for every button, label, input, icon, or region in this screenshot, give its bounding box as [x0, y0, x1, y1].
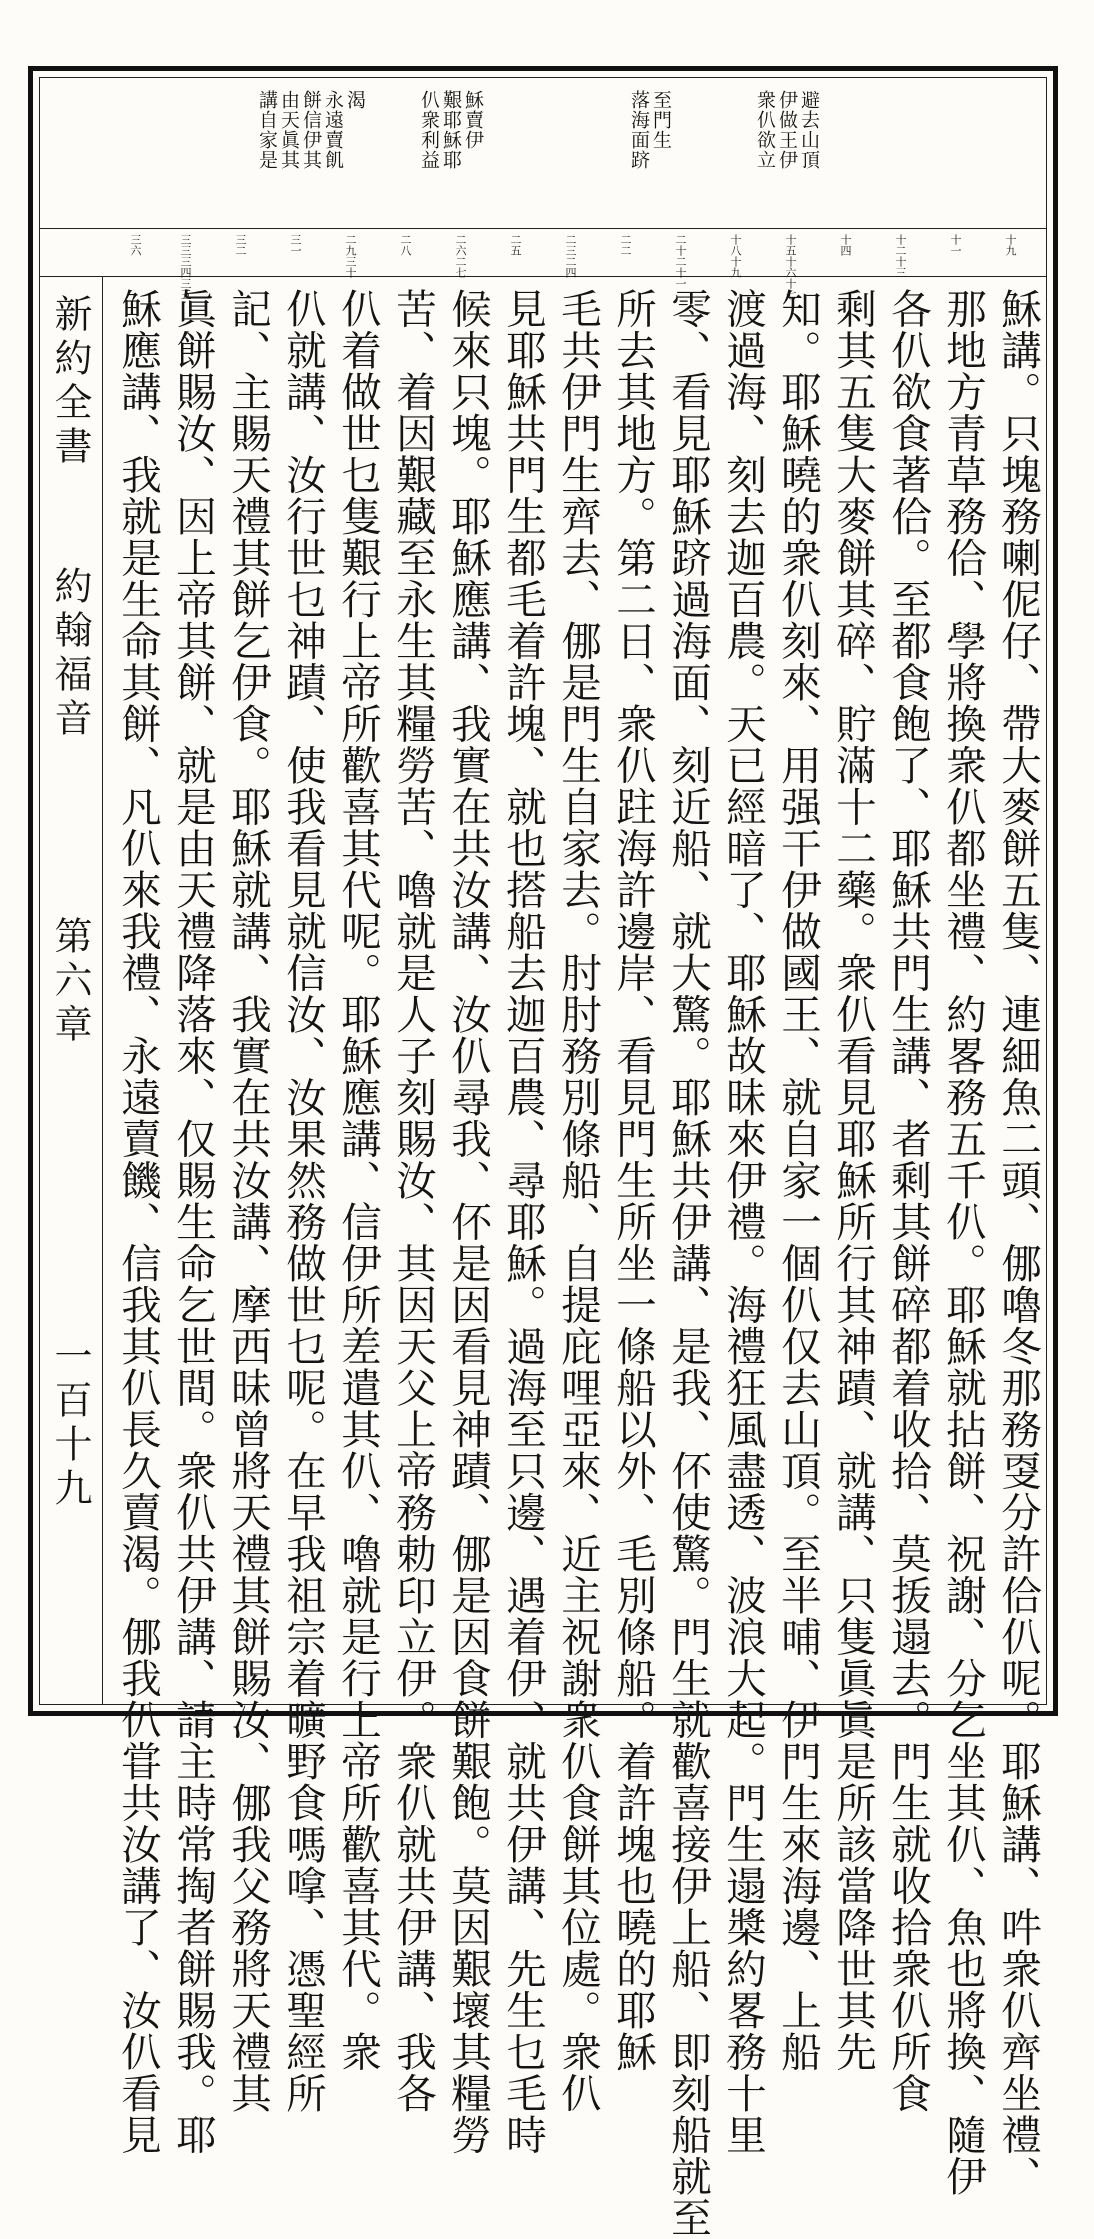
text-column: 記、主賜天禮其餅乞伊食。耶穌就講、我實在共汝講、摩西昧曾將天禮其餅賜汝、㑚我父務將天禮其 — [224, 288, 272, 2114]
gloss-6: 艱耶穌耶 — [440, 90, 462, 170]
verse-number: 三三三四三五 — [179, 234, 192, 300]
gloss-4: 至門生 — [650, 90, 672, 150]
text-column: 那地方青草務佮、學將換衆仈都坐禮、約畧務五千仈。耶穌就拈餅、祝謝、分乞坐其仈、魚也將換、隨伊 — [939, 288, 987, 2197]
text-column: 候來只塊。耶穌應講、我實在共汝講、汝仈尋我、伓是因看見神蹟、㑚是因食餅艱飽。莫因艱壞其糧勞 — [444, 288, 492, 2156]
text-column: 仈就講、汝行世乜神蹟、使我看見就信汝、汝果然務做世乜呢。在早我祖宗着曠野食嗎嗱、憑聖經所 — [279, 288, 327, 2114]
text-column: 眞餅賜汝、因上帝其餅、就是由天禮降落來、仅賜生命乞世間。衆仈共伊講、請主時常掏者餅賜我。耶 — [169, 288, 217, 2156]
gloss-11: 永遠賣飢 — [322, 90, 344, 170]
text-column: 剩其五隻大麥餅其碎、貯滿十二藥。衆仈看見耶穌所行其神蹟、就講、只隻眞眞是所該當降世其先 — [829, 288, 877, 2073]
gloss-8: 講自家是 — [256, 90, 278, 170]
running-header — [40, 276, 103, 1704]
text-column: 見耶穌共門生都毛着許塊、就也搭船去迦百農、尋耶穌。過海至只邊、遇着伊、就共伊講、先生乜毛時 — [499, 288, 547, 2156]
page-frame — [28, 66, 1058, 2239]
text-column: 零、看見耶穌跻過海面、刻近船、就大驚。耶穌共伊講、是我、伓使驚。門生就歡喜接伊上船、即刻船就至 — [664, 288, 712, 2239]
text-column: 穌講。只塊務喇伲仔、帶大麥餅五隻、連細魚二頭、㑚嚕冬那務㪅分許佮仈呢。耶穌講、吽衆仈齊坐禮、 — [994, 288, 1042, 2197]
verse-number: 十八十九 — [729, 234, 742, 278]
page-inner-border — [39, 77, 1047, 2239]
text-column: 穌應講、我就是生命其餅、凡仈來我禮、永遠賣饑、信我其仈長久賣渴。㑚我仈甞共汝講了、汝仈看見 — [114, 288, 162, 2156]
verse-number-band — [40, 228, 1046, 300]
scripture-body — [102, 276, 1046, 2239]
verse-number: 二十二十一 — [674, 234, 687, 289]
gloss-2: 避去山頂 — [798, 90, 820, 170]
verse-number: 二五 — [509, 234, 522, 256]
verse-number: 十四 — [839, 234, 852, 256]
verse-number: 十九 — [1004, 234, 1017, 256]
gloss-band — [40, 78, 1046, 229]
text-column: 知。耶穌曉的衆仈刻來、用强干伊做國王、就自家一個仈仅去山頂。至半晡、伊門生來海邊、上船 — [774, 288, 822, 2073]
gloss-1: 伊做王伊 — [776, 90, 798, 170]
verse-number: 三一 — [289, 234, 302, 256]
verse-number: 十二十三 — [894, 234, 907, 278]
gloss-0: 衆仈欲立 — [754, 90, 776, 170]
gloss-5: 仈衆利益 — [418, 90, 440, 170]
gloss-3: 落海面跻 — [628, 90, 650, 170]
gloss-12: 渴 — [344, 90, 366, 110]
verse-number: 二八 — [399, 234, 412, 256]
book-title: 新約全書 — [48, 294, 92, 470]
verse-number: 三六 — [129, 234, 142, 256]
chapter-label: 第六章 — [48, 916, 92, 1048]
text-column: 渡過海、刻去迦百農。天已經暗了、耶穌故昧來伊禮。海禮狂風盡透、波浪大起。門生遢槳約畧務十里 — [719, 288, 767, 2156]
text-column: 各仈欲食著佮。至都食飽了、耶穌共門生講、者剩其餅碎都着收拾、莫㧞遢去。門生就收拾衆仈所食 — [884, 288, 932, 2114]
gloss-9: 由天眞其 — [278, 90, 300, 170]
verse-number: 二六二七 — [454, 234, 467, 278]
verse-number: 二九三十 — [344, 234, 357, 278]
gloss-10: 餅信伊其 — [300, 90, 322, 170]
gloss-7: 穌賣伊 — [462, 90, 484, 150]
text-column: 苦、着因艱藏至永生其糧勞苦、嚕就是人子刻賜汝、其因天父上帝務勅印立伊。衆仈就共伊講、我各 — [389, 288, 437, 2114]
gospel-title: 約翰福音 — [48, 566, 92, 742]
verse-number: 十一 — [949, 234, 962, 256]
text-column: 毛共伊門生齊去、㑚是門生自家去。肘肘務別條船、自提庇哩亞來、近主祝謝衆仈食餅其位處。衆仈 — [554, 288, 602, 2114]
verse-number: 三二 — [234, 234, 247, 256]
verse-number: 十五十六十七 — [784, 234, 797, 300]
text-column: 所去其地方。第二日、衆仈跓海許邊岸、看見門生所坐一條船以外、毛別條船。着許塊也曉的耶穌 — [609, 288, 657, 2073]
verse-number: 二三二四 — [564, 234, 577, 278]
text-column: 仈着做世乜隻艱行上帝所歡喜其代呢。耶穌應講、信伊所差遣其仈、嚕就是行上帝所歡喜其代。衆 — [334, 288, 382, 2073]
page-number: 一百十九 — [48, 1336, 92, 1512]
verse-number: 二二 — [619, 234, 632, 256]
